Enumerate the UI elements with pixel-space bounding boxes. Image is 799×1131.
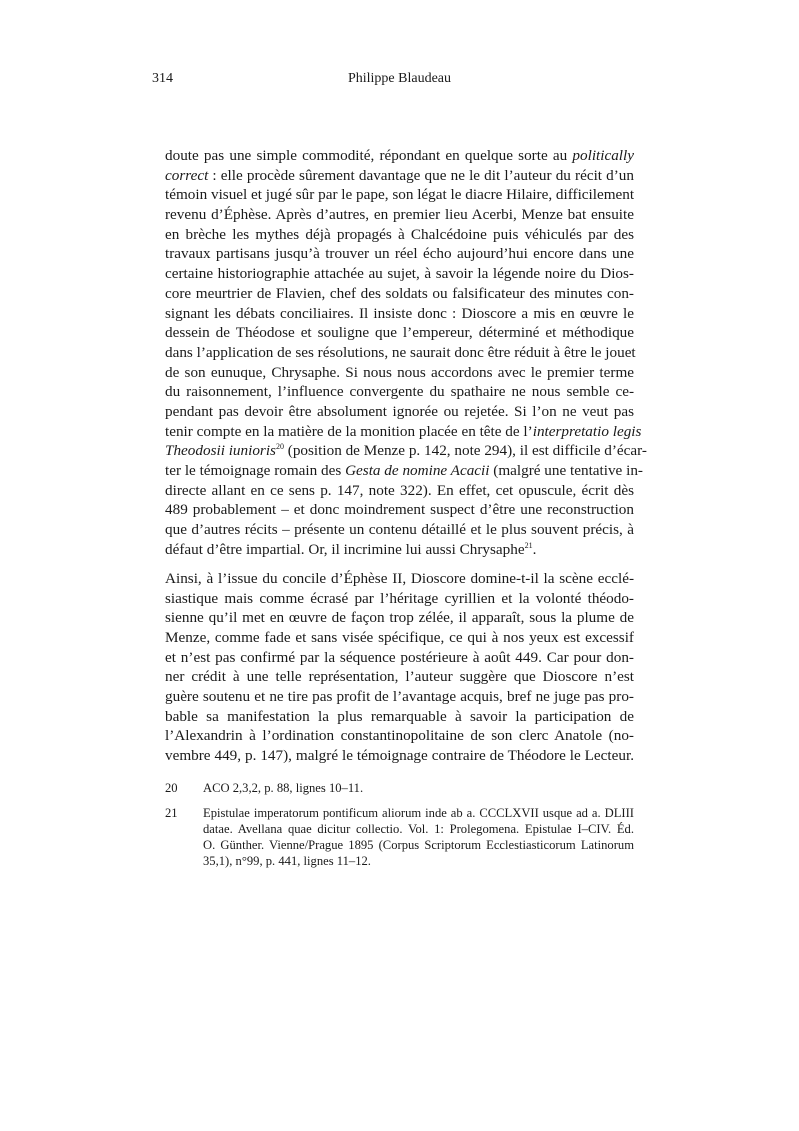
footnote (165, 805, 634, 869)
text-line (165, 628, 634, 648)
text-line (165, 225, 634, 245)
text-line (203, 853, 634, 869)
text-run: défaut d’être impartial. Or, il incrimine lui aussi Chrysaphe (165, 540, 525, 558)
text-run: ner crédit à une telle représentation, l’auteur suggère que Dioscore n’est (165, 668, 634, 686)
text-run: (malgré une tentative in- (489, 462, 643, 479)
text-line (165, 284, 634, 304)
text-line (165, 569, 634, 589)
text-line (165, 589, 634, 609)
text-line (165, 185, 634, 205)
footnote-text (203, 780, 634, 796)
italic-text: Theodosii iunioris (165, 442, 276, 460)
text-run: dans l’application de ses résolutions, ne saurait donc être réduit à être le jouet (165, 343, 636, 361)
text-line (165, 540, 634, 560)
text-line (165, 363, 634, 383)
text-line (165, 146, 634, 166)
text-line (165, 707, 634, 727)
text-run: 489 probablement – et donc moindrement suspect d’être une reconstruction (165, 501, 634, 519)
text-run: Epistulae imperatorum pontificum aliorum inde ab a. CCCLXVII usque ad a. DLIII (203, 806, 634, 820)
text-run: vembre 449, p. 147), malgré le témoignage contraire de Théodore le Lecteur. (165, 747, 634, 765)
text-line (165, 304, 634, 324)
text-run: certaine historiographie attachée au sujet, à savoir la légende noire du Dios- (165, 265, 634, 283)
text-line (165, 382, 634, 402)
footnote-number: 21 (165, 806, 178, 820)
text-line (165, 667, 634, 687)
text-line (165, 687, 634, 707)
italic-text: correct (165, 166, 209, 184)
text-run: en brèche les mythes déjà propagés à Chalcédoine puis véhiculés par des (165, 225, 634, 243)
text-line (165, 500, 634, 520)
text-run: pendant pas devoir être absolument ignorée ou rejetée. Si l’on ne veut pas (165, 402, 634, 420)
text-line (165, 422, 642, 442)
text-line (165, 481, 634, 501)
text-run: signant les débats conciliaires. Il insiste donc : Dioscore a mis en œuvre le (165, 304, 634, 322)
footnote-reference: 21 (524, 540, 533, 550)
text-line (165, 343, 634, 363)
text-run: 35,1), n°99, p. 441, lignes 11–12. (203, 854, 371, 868)
text-line (165, 205, 634, 225)
text-run: sienne qu’il met en œuvre de façon trop zélée, il apparaît, sous la plume de (165, 609, 634, 627)
text-line (165, 608, 634, 628)
text-line (165, 323, 634, 343)
text-line (165, 244, 634, 264)
text-run: l’Alexandrin à l’ordination constantinopolitaine de son clerc Anatole (no- (165, 727, 634, 745)
text-run: Menze, comme fade et sans visée spécifique, ce qui à nos yeux est excessif (165, 629, 634, 646)
text-line (203, 837, 634, 853)
text-line (165, 402, 634, 422)
text-run: dessein de Théodose et souligne que l’empereur, déterminé et méthodique (165, 324, 634, 342)
text-run: O. Günther. Vienne/Prague 1895 (Corpus Scriptorum Ecclestiasticorum Latinorum (203, 838, 634, 852)
text-run: (position de Menze p. 142, note 294), il est difficile d’écar- (283, 442, 647, 460)
text-line (203, 805, 634, 821)
text-line (165, 726, 634, 746)
text-line (165, 441, 647, 461)
text-run: travaux partisans jusqu’à trouver un réel écho aujourd’hui encore dans une (165, 245, 634, 263)
text-run: guère soutenu et ne tire pas profit de l’avantage acquis, bref ne juge pas pro- (165, 688, 634, 706)
text-run: doute pas une simple commodité, répondant en quelque sorte au (165, 147, 573, 164)
text-line (203, 780, 634, 796)
text-line (165, 648, 634, 668)
text-run: de son eunuque, Chrysaphe. Si nous nous accordons avec le premier terme (165, 363, 634, 381)
italic-text: politically (572, 147, 634, 164)
text-run: que d’autres récits – présente un contenu détaillé et le plus souvent précis, à (165, 521, 634, 539)
text-run: revenu d’Éphèse. Après d’autres, en premier lieu Acerbi, Menze bat ensuite (165, 206, 634, 224)
page-number: 314 (152, 71, 173, 86)
italic-text: Gesta de nomine Acacii (345, 462, 490, 479)
footnote-number: 20 (165, 781, 178, 795)
text-line (165, 264, 634, 284)
text-run: . (532, 540, 537, 558)
italic-text: interpretatio legis (532, 422, 642, 440)
text-run: témoin visuel et jugé sûr par le pape, son légat le diacre Hilaire, difficilement (165, 186, 635, 204)
text-line (203, 821, 634, 837)
text-run: tenir compte en la matière de la monition placée en tête de l’ (165, 422, 533, 440)
footnotes (165, 780, 634, 878)
text-run: siastique mais comme écrasé par l’héritage cyrillien et la volonté théodo- (165, 589, 634, 607)
text-line (165, 520, 634, 540)
text-run: directe allant en ce sens p. 147, note 322). En effet, cet opuscule, écrit dès (165, 481, 634, 499)
text-run: core meurtrier de Flavien, chef des soldats ou falsificateur des minutes con- (165, 284, 634, 302)
footnote-text (203, 805, 634, 869)
text-run: ACO 2,3,2, p. 88, lignes 10–11. (203, 781, 364, 795)
text-run: : elle procède sûrement davantage que ne le dit l’auteur du récit d’un (208, 166, 634, 184)
text-line (165, 166, 634, 186)
body-text (165, 146, 647, 775)
text-run: Ainsi, à l’issue du concile d’Éphèse II, Dioscore domine-t-il la scène ecclé- (165, 569, 634, 587)
paragraph (165, 146, 647, 559)
text-line (165, 461, 643, 481)
text-run: et n’est pas confirmé par la séquence postérieure à août 449. Car pour don- (165, 648, 634, 666)
text-run: datae. Avellana quae dicitur collectio. Vol. 1: Prolegomena. Epistulae I–CIV. Éd. (203, 822, 634, 836)
text-run: ter le témoignage romain des (165, 462, 346, 479)
paragraph (165, 569, 634, 766)
text-run: du raisonnement, l’influence convergente du spathaire ne nous semble ce- (165, 383, 634, 401)
running-title: Philippe Blaudeau (347, 71, 452, 86)
footnote-reference: 20 (275, 442, 284, 452)
footnote (165, 780, 634, 796)
text-line (165, 746, 634, 766)
text-run: bable sa manifestation la plus remarquable à savoir la participation de (165, 707, 634, 725)
